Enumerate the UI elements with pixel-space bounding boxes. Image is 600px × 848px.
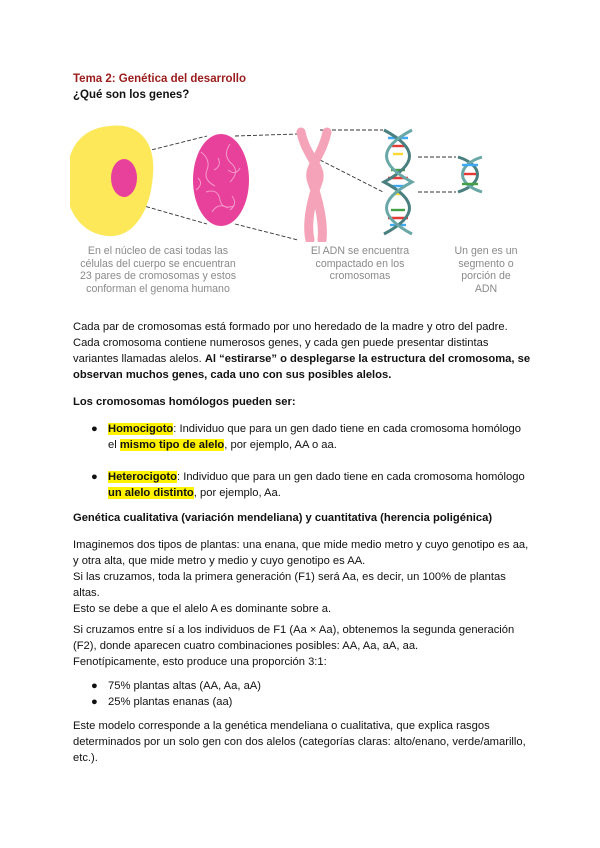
intro-paragraph: Cada par de cromosomas está formado por uno heredado de la madre y otro del padre. Cada cromosoma contiene numerosos genes, y cada gen puede presentar distintas variantes llamadas alelos. Al “estirarse” o desplegarse la estructura del cromosoma, se observan muchos genes, cada uno con sus posibles alelos. <box>73 321 531 381</box>
cell-icon <box>70 125 153 236</box>
caption-gene: Un gen es un segmento o porción de ADN <box>454 245 518 295</box>
caption-cell: En el núcleo de casi todas las células del cuerpo se encuentran 23 pares de cromosomas y estos conforman el genoma humano <box>79 245 237 295</box>
bullet-icon: ● <box>91 471 98 483</box>
homologos-list <box>91 421 548 501</box>
homologos-heading: Los cromosomas homólogos pueden ser: <box>73 396 296 408</box>
list-item: ● 25% plantas enanas (aa) <box>91 696 233 708</box>
genetica-paragraph-2: Si cruzamos entre sí a los individuos de F1 (Aa × Aa), obtenemos la segunda generación (F2), donde aparecen cuatro combinaciones posibles: AA, Aa, aA, aa. Fenotípicamente, esto produce una proporción 3:1: <box>73 624 515 668</box>
genes-diagram <box>70 112 510 242</box>
bullet-icon: ● <box>91 680 98 692</box>
nucleus-icon <box>193 134 249 226</box>
dna-helix-icon <box>384 130 412 234</box>
bullet-icon: ● <box>91 696 98 708</box>
heterocigoto-item: ● Heterocigoto: Individuo que para un gen dado tiene en cada cromosoma homólogo un alelo distinto, por ejemplo, Aa. <box>91 471 525 499</box>
list-item: ● 75% plantas altas (AA, Aa, aA) <box>91 680 261 692</box>
bullet-icon: ● <box>91 423 98 435</box>
section-question-heading: ¿Qué son los genes? <box>73 89 190 101</box>
homocigoto-item: ● Homocigoto: Individuo que para un gen dado tiene en cada cromosoma homólogo el mismo tipo de alelo, por ejemplo, AA o aa. <box>91 423 521 451</box>
proportion-list <box>91 678 508 710</box>
genetica-heading: Genética cualitativa (variación mendeliana) y cuantitativa (herencia poligénica) <box>73 512 493 524</box>
genetica-paragraph-1: Imaginemos dos tipos de plantas: una enana, que mide medio metro y cuyo genotipo es aa, y otra alta, que mide metro y medio y cuyo genotipo es AA. Si las cruzamos, toda la primera generación (F1) será Aa, es decir, un 100% de plantas altas. Esto se debe a que el alelo A es dominante sobre a. <box>73 539 529 615</box>
page-title: Tema 2: Genética del desarrollo <box>73 73 246 85</box>
gene-segment-icon <box>458 157 482 192</box>
caption-chromosome: El ADN se encuentra compactado en los cromosomas <box>310 245 410 282</box>
chromosome-icon <box>301 132 327 240</box>
genetica-paragraph-3: Este modelo corresponde a la genética mendeliana o cualitativa, que explica rasgos determinados por un solo gen con dos alelos (categorías claras: alto/enano, verde/amarillo, etc.). <box>73 720 526 764</box>
